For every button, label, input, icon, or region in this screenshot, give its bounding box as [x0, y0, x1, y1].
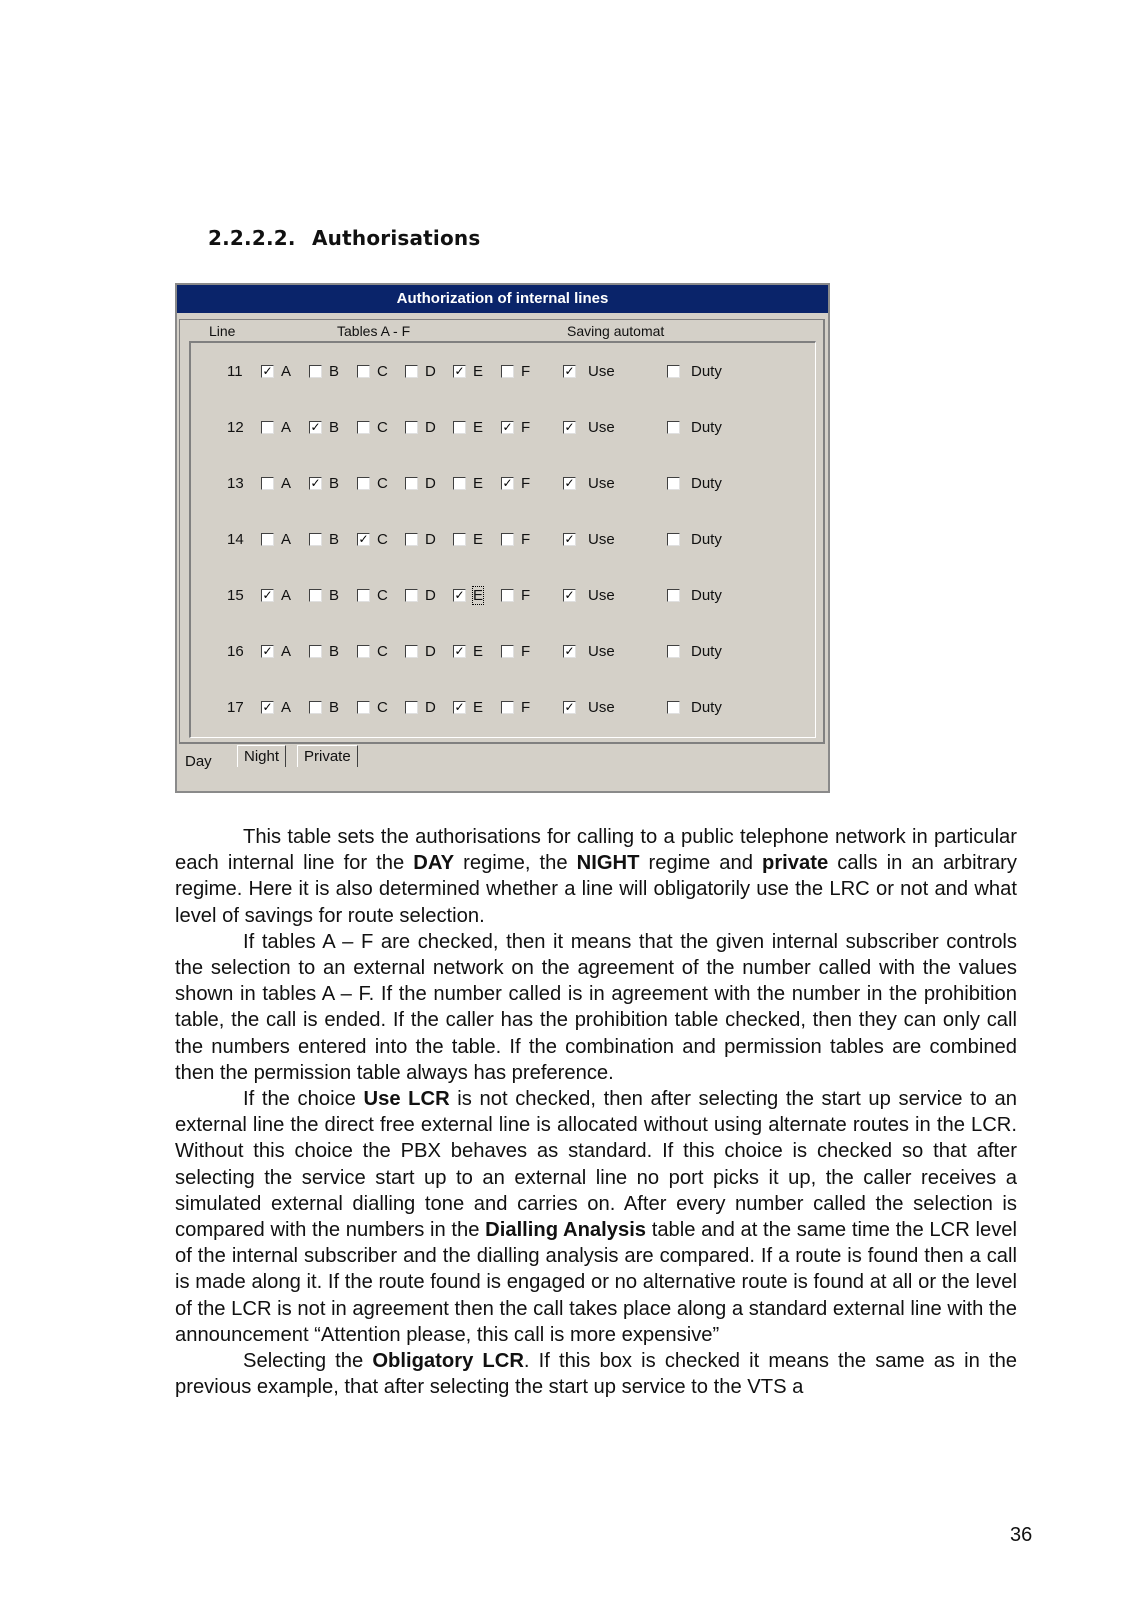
duty-checkbox[interactable]: [667, 533, 680, 546]
table-d-label: D: [425, 419, 436, 436]
table-e-checkbox[interactable]: [453, 365, 466, 378]
use-lcr-checkbox[interactable]: [563, 701, 576, 714]
use-lcr-checkbox[interactable]: [563, 645, 576, 658]
page-number: 36: [1010, 1524, 1033, 1546]
table-f-label: F: [521, 587, 531, 604]
paragraph: Selecting the Obligatory LCR. If this box is checked it means the same as in the previous example, that after selecting the start up service to the VTS a: [175, 1350, 1018, 1399]
use-label: Use: [588, 531, 615, 548]
table-c-label: C: [377, 363, 388, 380]
authorization-dialog: [175, 283, 830, 793]
table-b-checkbox[interactable]: [309, 589, 322, 602]
table-f-label: F: [521, 363, 531, 380]
table-a-checkbox[interactable]: [261, 421, 274, 434]
table-d-label: D: [425, 587, 436, 604]
table-f-label: F: [521, 643, 531, 660]
table-a-label: A: [281, 475, 292, 492]
paragraph: This table sets the authorisations for calling to a public telephone network in particular each internal line for the DAY regime, the NIGHT regime and private calls in an arbitrary regime. Here it is also determined whether a line will obligatorily use the LRC or not and what level of savings for route selection.: [175, 826, 1017, 927]
use-label: Use: [588, 475, 615, 492]
table-e-label: E: [473, 475, 484, 492]
tab-night[interactable]: Night: [237, 745, 286, 767]
duty-label: Duty: [691, 587, 722, 604]
table-f-checkbox[interactable]: [501, 477, 514, 490]
body-text: [175, 824, 1017, 1400]
use-lcr-checkbox[interactable]: [563, 533, 576, 546]
table-a-checkbox[interactable]: [261, 533, 274, 546]
column-header-saving: Saving automat: [567, 323, 665, 339]
duty-checkbox[interactable]: [667, 365, 680, 378]
table-a-label: A: [281, 699, 292, 716]
table-f-label: F: [521, 699, 531, 716]
line-number: 12: [227, 419, 244, 436]
tab-private[interactable]: Private: [297, 745, 358, 767]
table-b-checkbox[interactable]: [309, 645, 322, 658]
table-e-label: E: [473, 587, 484, 604]
line-number: 14: [227, 531, 244, 548]
table-e-label: E: [473, 363, 484, 380]
table-c-checkbox[interactable]: [357, 421, 370, 434]
table-e-checkbox[interactable]: [453, 645, 466, 658]
line-row: [191, 585, 815, 609]
table-c-label: C: [377, 419, 388, 436]
line-number: 15: [227, 587, 244, 604]
table-b-label: B: [329, 699, 340, 716]
table-c-label: C: [377, 643, 388, 660]
paragraph: If tables A – F are checked, then it means that the given internal subscriber controls the selection to an external network on the agreement of the number called with the values shown in tables A – F. If the number called is in agreement with the number in the prohibition table, the call is ended. If the caller has the prohibition table checked, then they can only call the numbers entered into the table. If the combination and permission tables are combined then the permission table always has preference.: [175, 930, 1017, 1084]
use-lcr-checkbox[interactable]: [563, 365, 576, 378]
line-row: [191, 417, 815, 441]
use-lcr-checkbox[interactable]: [563, 477, 576, 490]
line-row: [191, 641, 815, 665]
column-header-line: Line: [209, 323, 236, 339]
table-b-checkbox[interactable]: [309, 365, 322, 378]
column-header-tables: Tables A - F: [337, 323, 411, 339]
duty-checkbox[interactable]: [667, 421, 680, 434]
table-a-checkbox[interactable]: [261, 701, 274, 714]
line-row: [191, 697, 815, 721]
duty-label: Duty: [691, 363, 722, 380]
table-b-checkbox[interactable]: [309, 533, 322, 546]
table-c-label: C: [377, 699, 388, 716]
dialog-title: Authorization of internal lines: [177, 285, 828, 313]
table-d-checkbox[interactable]: [405, 477, 418, 490]
line-row: [191, 473, 815, 497]
table-d-checkbox[interactable]: [405, 365, 418, 378]
table-c-checkbox[interactable]: [357, 533, 370, 546]
table-e-checkbox[interactable]: [453, 421, 466, 434]
section-heading: [208, 226, 480, 250]
duty-checkbox[interactable]: [667, 477, 680, 490]
table-d-checkbox[interactable]: [405, 421, 418, 434]
table-d-label: D: [425, 699, 436, 716]
use-label: Use: [588, 699, 615, 716]
duty-label: Duty: [691, 643, 722, 660]
duty-checkbox[interactable]: [667, 701, 680, 714]
table-a-checkbox[interactable]: [261, 477, 274, 490]
section-number: 2.2.2.2.: [208, 226, 296, 250]
table-c-checkbox[interactable]: [357, 645, 370, 658]
line-number: 13: [227, 475, 244, 492]
table-a-checkbox[interactable]: [261, 365, 274, 378]
table-e-label: E: [473, 643, 484, 660]
table-f-label: F: [521, 419, 531, 436]
table-f-checkbox[interactable]: [501, 701, 514, 714]
table-a-label: A: [281, 643, 292, 660]
use-label: Use: [588, 363, 615, 380]
table-d-label: D: [425, 475, 436, 492]
duty-checkbox[interactable]: [667, 589, 680, 602]
table-e-checkbox[interactable]: [453, 701, 466, 714]
table-d-checkbox[interactable]: [405, 533, 418, 546]
line-number: 11: [227, 363, 243, 380]
table-d-label: D: [425, 363, 436, 380]
table-b-checkbox[interactable]: [309, 701, 322, 714]
table-f-label: F: [521, 531, 531, 548]
table-b-label: B: [329, 475, 340, 492]
table-b-checkbox[interactable]: [309, 477, 322, 490]
table-a-label: A: [281, 587, 292, 604]
table-f-checkbox[interactable]: [501, 589, 514, 602]
table-d-checkbox[interactable]: [405, 589, 418, 602]
paragraph: If the choice Use LCR is not checked, then after selecting the start up service to an external line the direct free external line is allocated without using alternate routes in the LCR. Without this choice the PBX behaves as standard. If this choice is checked so that after selecting the service start up to an external line no port picks it up, the caller receives a simulated external dialling tone and carries on. After every number called the selection is compared with the numbers in the Dialling Analysis table and at the same time the LCR level of the internal subscriber and the dialling analysis are compared. If a route is found then a call is made along it. If the route found is engaged or no alternative route is found at all or the level of the LCR is not in agreement then the call takes place along a standard external line with the announcement “Attention please, this call is more expensive”: [175, 1088, 1017, 1346]
table-b-label: B: [329, 531, 340, 548]
duty-label: Duty: [691, 475, 722, 492]
table-b-label: B: [329, 587, 340, 604]
table-f-label: F: [521, 475, 531, 492]
use-lcr-checkbox[interactable]: [563, 589, 576, 602]
use-label: Use: [588, 643, 615, 660]
table-c-checkbox[interactable]: [357, 701, 370, 714]
table-a-checkbox[interactable]: [261, 645, 274, 658]
table-c-checkbox[interactable]: [357, 365, 370, 378]
table-b-label: B: [329, 643, 340, 660]
table-a-label: A: [281, 531, 292, 548]
table-f-checkbox[interactable]: [501, 421, 514, 434]
table-f-checkbox[interactable]: [501, 365, 514, 378]
use-label: Use: [588, 419, 615, 436]
table-a-checkbox[interactable]: [261, 589, 274, 602]
line-number: 17: [227, 699, 244, 716]
table-c-label: C: [377, 475, 388, 492]
table-e-label: E: [473, 419, 484, 436]
table-a-label: A: [281, 363, 292, 380]
table-c-label: C: [377, 587, 388, 604]
regime-tabs: [177, 745, 828, 785]
line-number: 16: [227, 643, 244, 660]
duty-checkbox[interactable]: [667, 645, 680, 658]
table-c-checkbox[interactable]: [357, 589, 370, 602]
lines-group-box: [189, 341, 816, 738]
duty-label: Duty: [691, 419, 722, 436]
table-d-checkbox[interactable]: [405, 701, 418, 714]
duty-label: Duty: [691, 699, 722, 716]
section-title: Authorisations: [312, 226, 481, 250]
table-c-label: C: [377, 531, 388, 548]
table-b-checkbox[interactable]: [309, 421, 322, 434]
table-b-label: B: [329, 363, 340, 380]
table-d-checkbox[interactable]: [405, 645, 418, 658]
table-d-label: D: [425, 531, 436, 548]
table-f-checkbox[interactable]: [501, 533, 514, 546]
table-b-label: B: [329, 419, 340, 436]
tab-day[interactable]: Day: [179, 751, 218, 772]
duty-label: Duty: [691, 531, 722, 548]
table-e-label: E: [473, 531, 484, 548]
line-row: [191, 529, 815, 553]
table-e-label: E: [473, 699, 484, 716]
table-e-checkbox[interactable]: [453, 533, 466, 546]
table-a-label: A: [281, 419, 292, 436]
table-d-label: D: [425, 643, 436, 660]
table-c-checkbox[interactable]: [357, 477, 370, 490]
table-f-checkbox[interactable]: [501, 645, 514, 658]
use-lcr-checkbox[interactable]: [563, 421, 576, 434]
table-e-checkbox[interactable]: [453, 477, 466, 490]
table-e-checkbox[interactable]: [453, 589, 466, 602]
line-row: [191, 361, 815, 385]
use-label: Use: [588, 587, 615, 604]
